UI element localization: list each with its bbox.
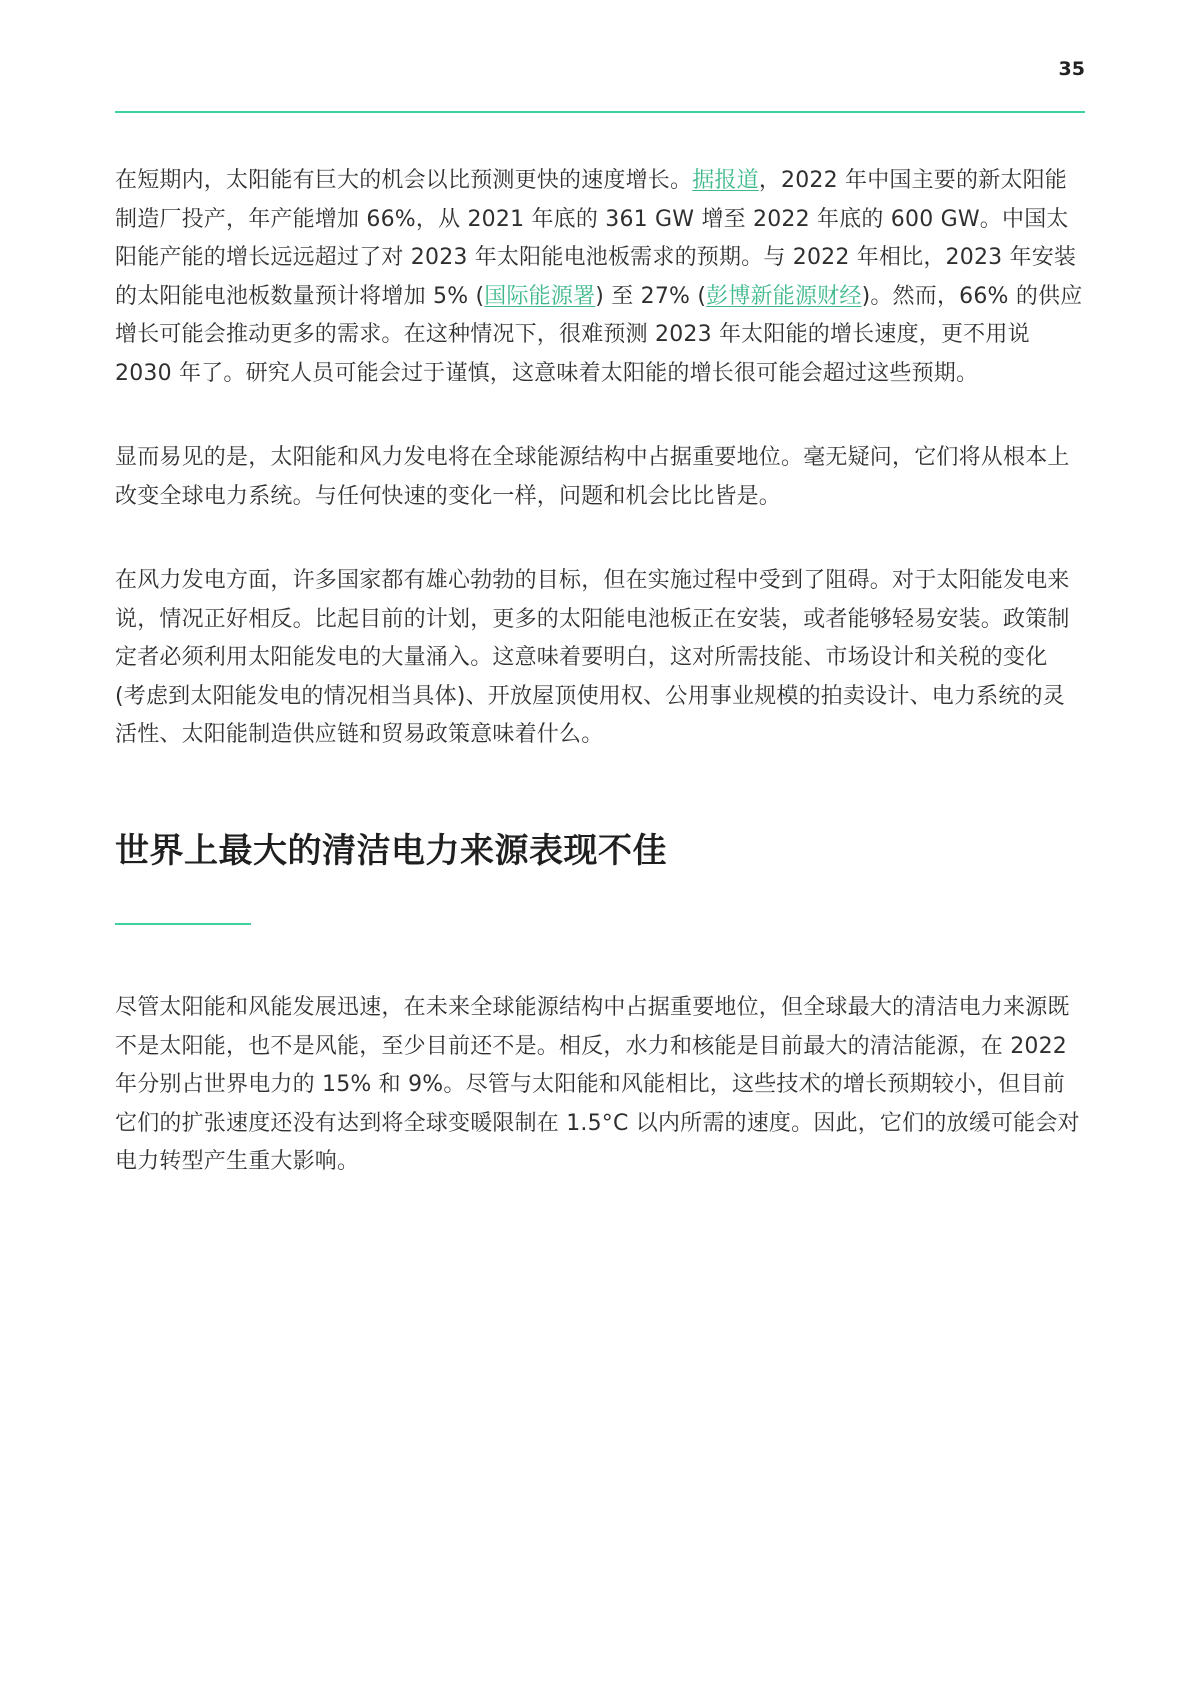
top-divider [115,111,1085,113]
paragraph-solar-growth [115,162,1085,393]
page-number: 35 [1058,58,1085,80]
section-heading: 世界上最大的清洁电力来源表现不佳 [115,830,667,871]
paragraph-hydro-nuclear: 尽管太阳能和风能发展迅速，在未来全球能源结构中占据重要地位，但全球最大的清洁电力来源既不是太阳能，也不是风能，至少目前还不是。相反，水力和核能是目前最大的清洁能源，在 2022 年分别占世界电力的 15% 和 9%。尽管与太阳能和风能相比，这些技术的增长预期较小，但目前它们的扩张速度还没有达到将全球变暖限制在 1.5°C 以内所需的速度。因此，它们的放缓可能会对电力转型产生重大影响。 [115,995,1080,1175]
link-reported[interactable]: 据报道 [692,168,759,193]
paragraph-text: 在短期内，太阳能有巨大的机会以比预测更快的速度增长。 [115,168,693,193]
link-iea[interactable]: 国际能源署 [484,283,596,309]
paragraph-wind-solar-policy: 在风力发电方面，许多国家都有雄心勃勃的目标，但在实施过程中受到了阻碍。对于太阳能发电来说，情况正好相反。比起目前的计划，更多的太阳能电池板正在安装，或者能够轻易安装。政策制定者必须利用太阳能发电的大量涌入。这意味着要明白，这对所需技能、市场设计和关税的变化 (考虑到太阳能发电的情况相当具体)、开放屋顶使用权、公用事业规模的拍卖设计、电力系统的灵活性、太阳能制造供应链和贸易政策意味着什么。 [115,568,1070,747]
paragraph-text: ，2022 年中国主要的新太阳能制造厂投产，年产能增加 66%，从 2021 年底的 361 GW 增至 2022 年底的 600 GW。中国太阳能产能的增长远远超过了对 2023 年太阳能电池板需求的预期。与 2022 年相比，2023 年安装的太阳能电池板数量预计将增加 5% ( [115,168,1077,309]
paragraph-energy-mix: 显而易见的是，太阳能和风力发电将在全球能源结构中占据重要地位。毫无疑问，它们将从根本上改变全球电力系统。与任何快速的变化一样，问题和机会比比皆是。 [115,445,1070,509]
paragraph-text: )。然而，66% 的供应增长可能会推动更多的需求。在这种情况下，很难预测 2023 年太阳能的增长速度，更不用说 2030 年了。研究人员可能会过于谨慎，这意味着太阳能的增长很可能会超过这些预期。 [115,283,1083,386]
link-bnef[interactable]: 彭博新能源财经 [706,283,862,309]
main-content [115,162,1085,1228]
paragraph-text: ) 至 27% ( [595,283,707,309]
heading-divider [115,923,251,925]
